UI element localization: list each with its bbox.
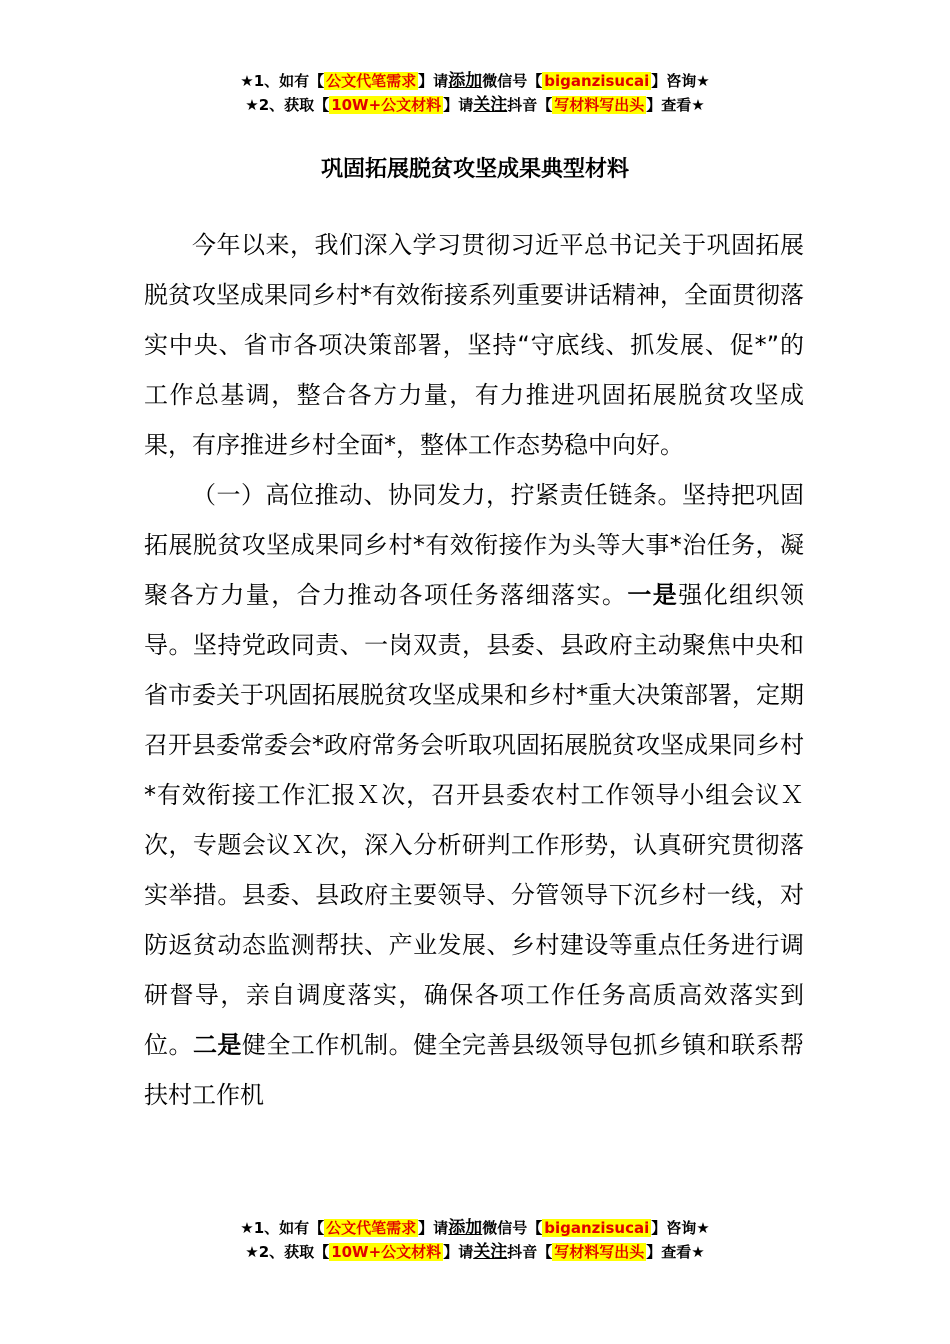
document-title: 巩固拓展脱贫攻坚成果典型材料 — [320, 157, 629, 182]
banner-text: 】咨询★ — [651, 72, 710, 90]
banner-text: 】请 — [443, 1243, 474, 1261]
underlined-text: 关注 — [473, 1242, 508, 1262]
banner-text: 】查看★ — [646, 1243, 705, 1261]
banner-text: 】请 — [443, 96, 474, 114]
underlined-text: 关注 — [473, 95, 508, 115]
banner-text: 抖音【 — [507, 1243, 553, 1261]
underlined-text: 添加 — [448, 1218, 483, 1238]
banner-text: 】查看★ — [646, 96, 705, 114]
section-text: 健全工作机制。健全完善县级领导包抓乡镇和联系帮扶村工作机 — [144, 1031, 805, 1109]
banner-line-2 — [0, 93, 950, 117]
highlight-text: 公文代笔需求 — [326, 72, 417, 90]
banner-text: 】咨询★ — [651, 1219, 710, 1237]
section-text: （一）高位推动、协同发力，拧紧责任链条。坚持把巩固拓展脱贫攻坚成果同乡村*有效衔接作为头等大事*治任务，凝聚各方力量，合力推动各项任务落细落实。 — [144, 481, 804, 609]
section-text: 强化组织领导。坚持党政同责、一岗双责，县委、县政府主动聚焦中央和省市委关于巩固拓展脱贫攻坚成果和乡村*重大决策部署，定期召开县委常委会*政府常务会听取巩固拓展脱贫攻坚成果同乡村*有效衔接工作汇报Ｘ次，召开县委农村工作领导小组会议Ｘ次，专题会议Ｘ次，深入分析研判工作形势，认真研究贯彻落实举措。县委、县政府主要领导、分管领导下沉乡村一线，对防返贫动态监测帮扶、产业发展、乡村建设等重点任务进行调研督导，亲自调度落实，确保各项工作任务高质高效落实到位。 — [144, 581, 805, 1059]
banner-text: ★1、如有【 — [240, 1219, 325, 1237]
banner-text: 微信号【 — [482, 72, 543, 90]
point-marker: 一是 — [627, 581, 679, 609]
paragraph-intro: 今年以来，我们深入学习贯彻习近平总书记关于巩固拓展脱贫攻坚成果同乡村*有效衔接系列重要讲话精神，全面贯彻落实中央、省市各项决策部署，坚持“守底线、抓发展、促*”的工作总基调，整合各方力量，有力推进巩固拓展脱贫攻坚成果，有序推进乡村全面*，整体工作态势稳中向好。 — [144, 231, 804, 459]
banner-text: ★2、获取【 — [245, 1243, 330, 1261]
banner-text: 】请 — [418, 1219, 449, 1237]
banner-text: 】请 — [418, 72, 449, 90]
point-marker: 二是 — [192, 1031, 242, 1059]
underlined-text: 添加 — [448, 71, 483, 91]
wechat-id: biganzisucai — [544, 72, 650, 90]
banner-text: ★1、如有【 — [240, 72, 325, 90]
paragraph-section-1 — [144, 470, 804, 1120]
douyin-account: 写材料写出头 — [554, 96, 645, 114]
wechat-id: biganzisucai — [544, 1219, 650, 1237]
banner-line-1 — [0, 69, 950, 93]
header-banner — [0, 69, 950, 117]
highlight-text: 10W+公文材料 — [331, 1243, 442, 1261]
document-body — [144, 220, 804, 1120]
banner-line-2 — [0, 1240, 950, 1264]
douyin-account: 写材料写出头 — [554, 1243, 645, 1261]
footer-banner — [0, 1216, 950, 1264]
highlight-text: 10W+公文材料 — [331, 96, 442, 114]
banner-text: 微信号【 — [482, 1219, 543, 1237]
banner-text: 抖音【 — [507, 96, 553, 114]
banner-text: ★2、获取【 — [245, 96, 330, 114]
banner-line-1 — [0, 1216, 950, 1240]
highlight-text: 公文代笔需求 — [326, 1219, 417, 1237]
